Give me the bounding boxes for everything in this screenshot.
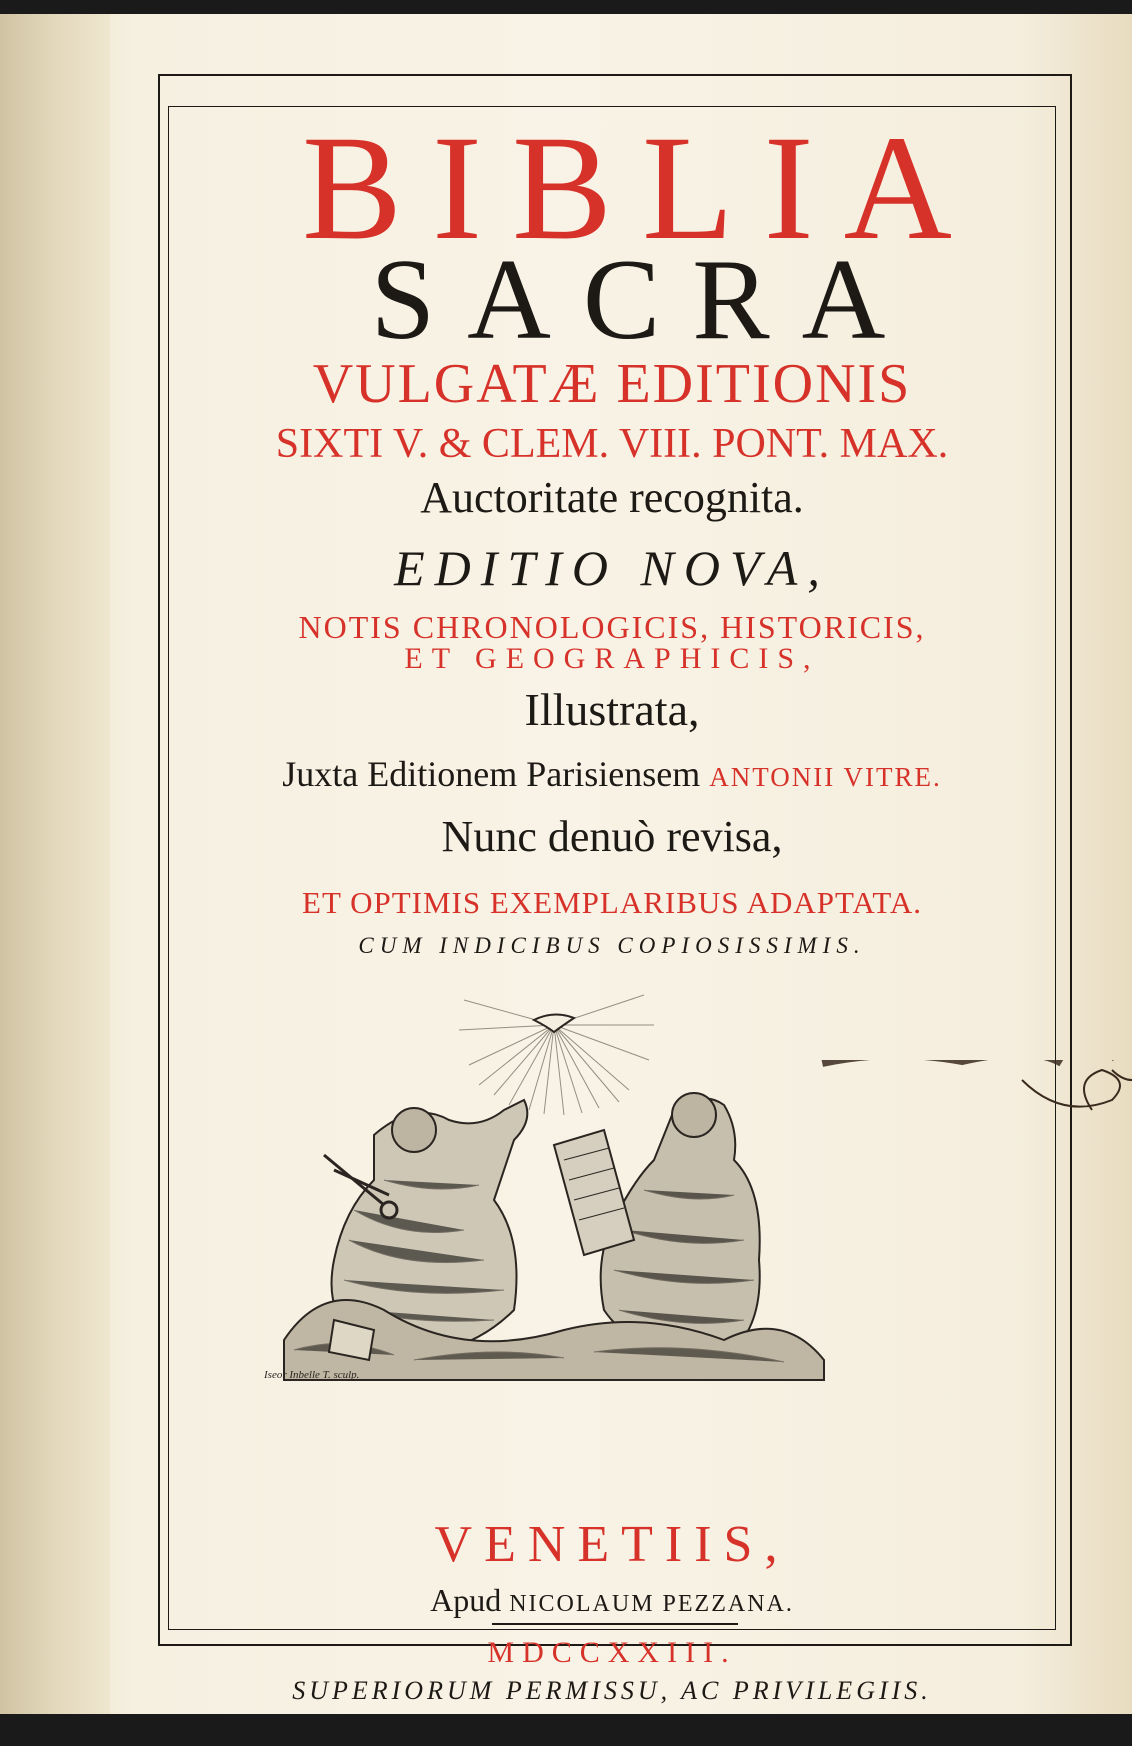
book-page <box>0 14 1132 1714</box>
engraving-illustration <box>264 980 964 1500</box>
notis-line-1: NOTIS CHRONOLOGICIS, HISTORICIS, <box>298 609 926 645</box>
editio-nova: EDITIO NOVA, <box>394 540 830 596</box>
imprint-venetiis: VENETIIS, <box>434 1516 790 1573</box>
handwritten-scribble-icon <box>812 1060 1132 1180</box>
juxta-name: ANTONII VITRE. <box>709 762 942 792</box>
title-biblia: BIBLIA <box>302 105 982 271</box>
subtitle-sixti: SIXTI V. & CLEM. VIII. PONT. MAX. <box>275 421 949 467</box>
cum-indicibus: CUM INDICIBUS COPIOSISSIMIS. <box>358 933 866 958</box>
subtitle-vulgatae: VULGATÆ EDITIONIS <box>312 353 912 415</box>
juxta-prefix: Juxta Editionem Parisiensem <box>282 754 701 794</box>
subtitle-auctoritate: Auctoritate recognita. <box>420 473 804 522</box>
imprint-rule <box>492 1623 738 1625</box>
publisher-name: NICOLAUM PEZZANA. <box>509 1591 794 1617</box>
title-page-content <box>172 105 1052 1705</box>
illustrata: Illustrata, <box>524 684 700 735</box>
imprint-superiorum: SUPERIORUM PERMISSU, AC PRIVILEGIIS. <box>292 1676 932 1705</box>
title-sacra: SACRA <box>370 236 918 364</box>
optimis-line: ET OPTIMIS EXEMPLARIBUS ADAPTATA. <box>302 885 922 920</box>
page-gutter <box>0 14 110 1714</box>
nunc-denuo: Nunc denuò revisa, <box>441 812 783 861</box>
imprint-date: MDCCXXIII. <box>487 1636 737 1669</box>
imprint-apud-line <box>172 1580 1052 1624</box>
juxta-line <box>172 752 1052 799</box>
notis-line-2: ET GEOGRAPHICIS, <box>404 642 820 675</box>
apud-prefix: Apud <box>430 1582 502 1618</box>
engraver-signature: Iseor Inbelle T. sculp. <box>264 1369 360 1381</box>
